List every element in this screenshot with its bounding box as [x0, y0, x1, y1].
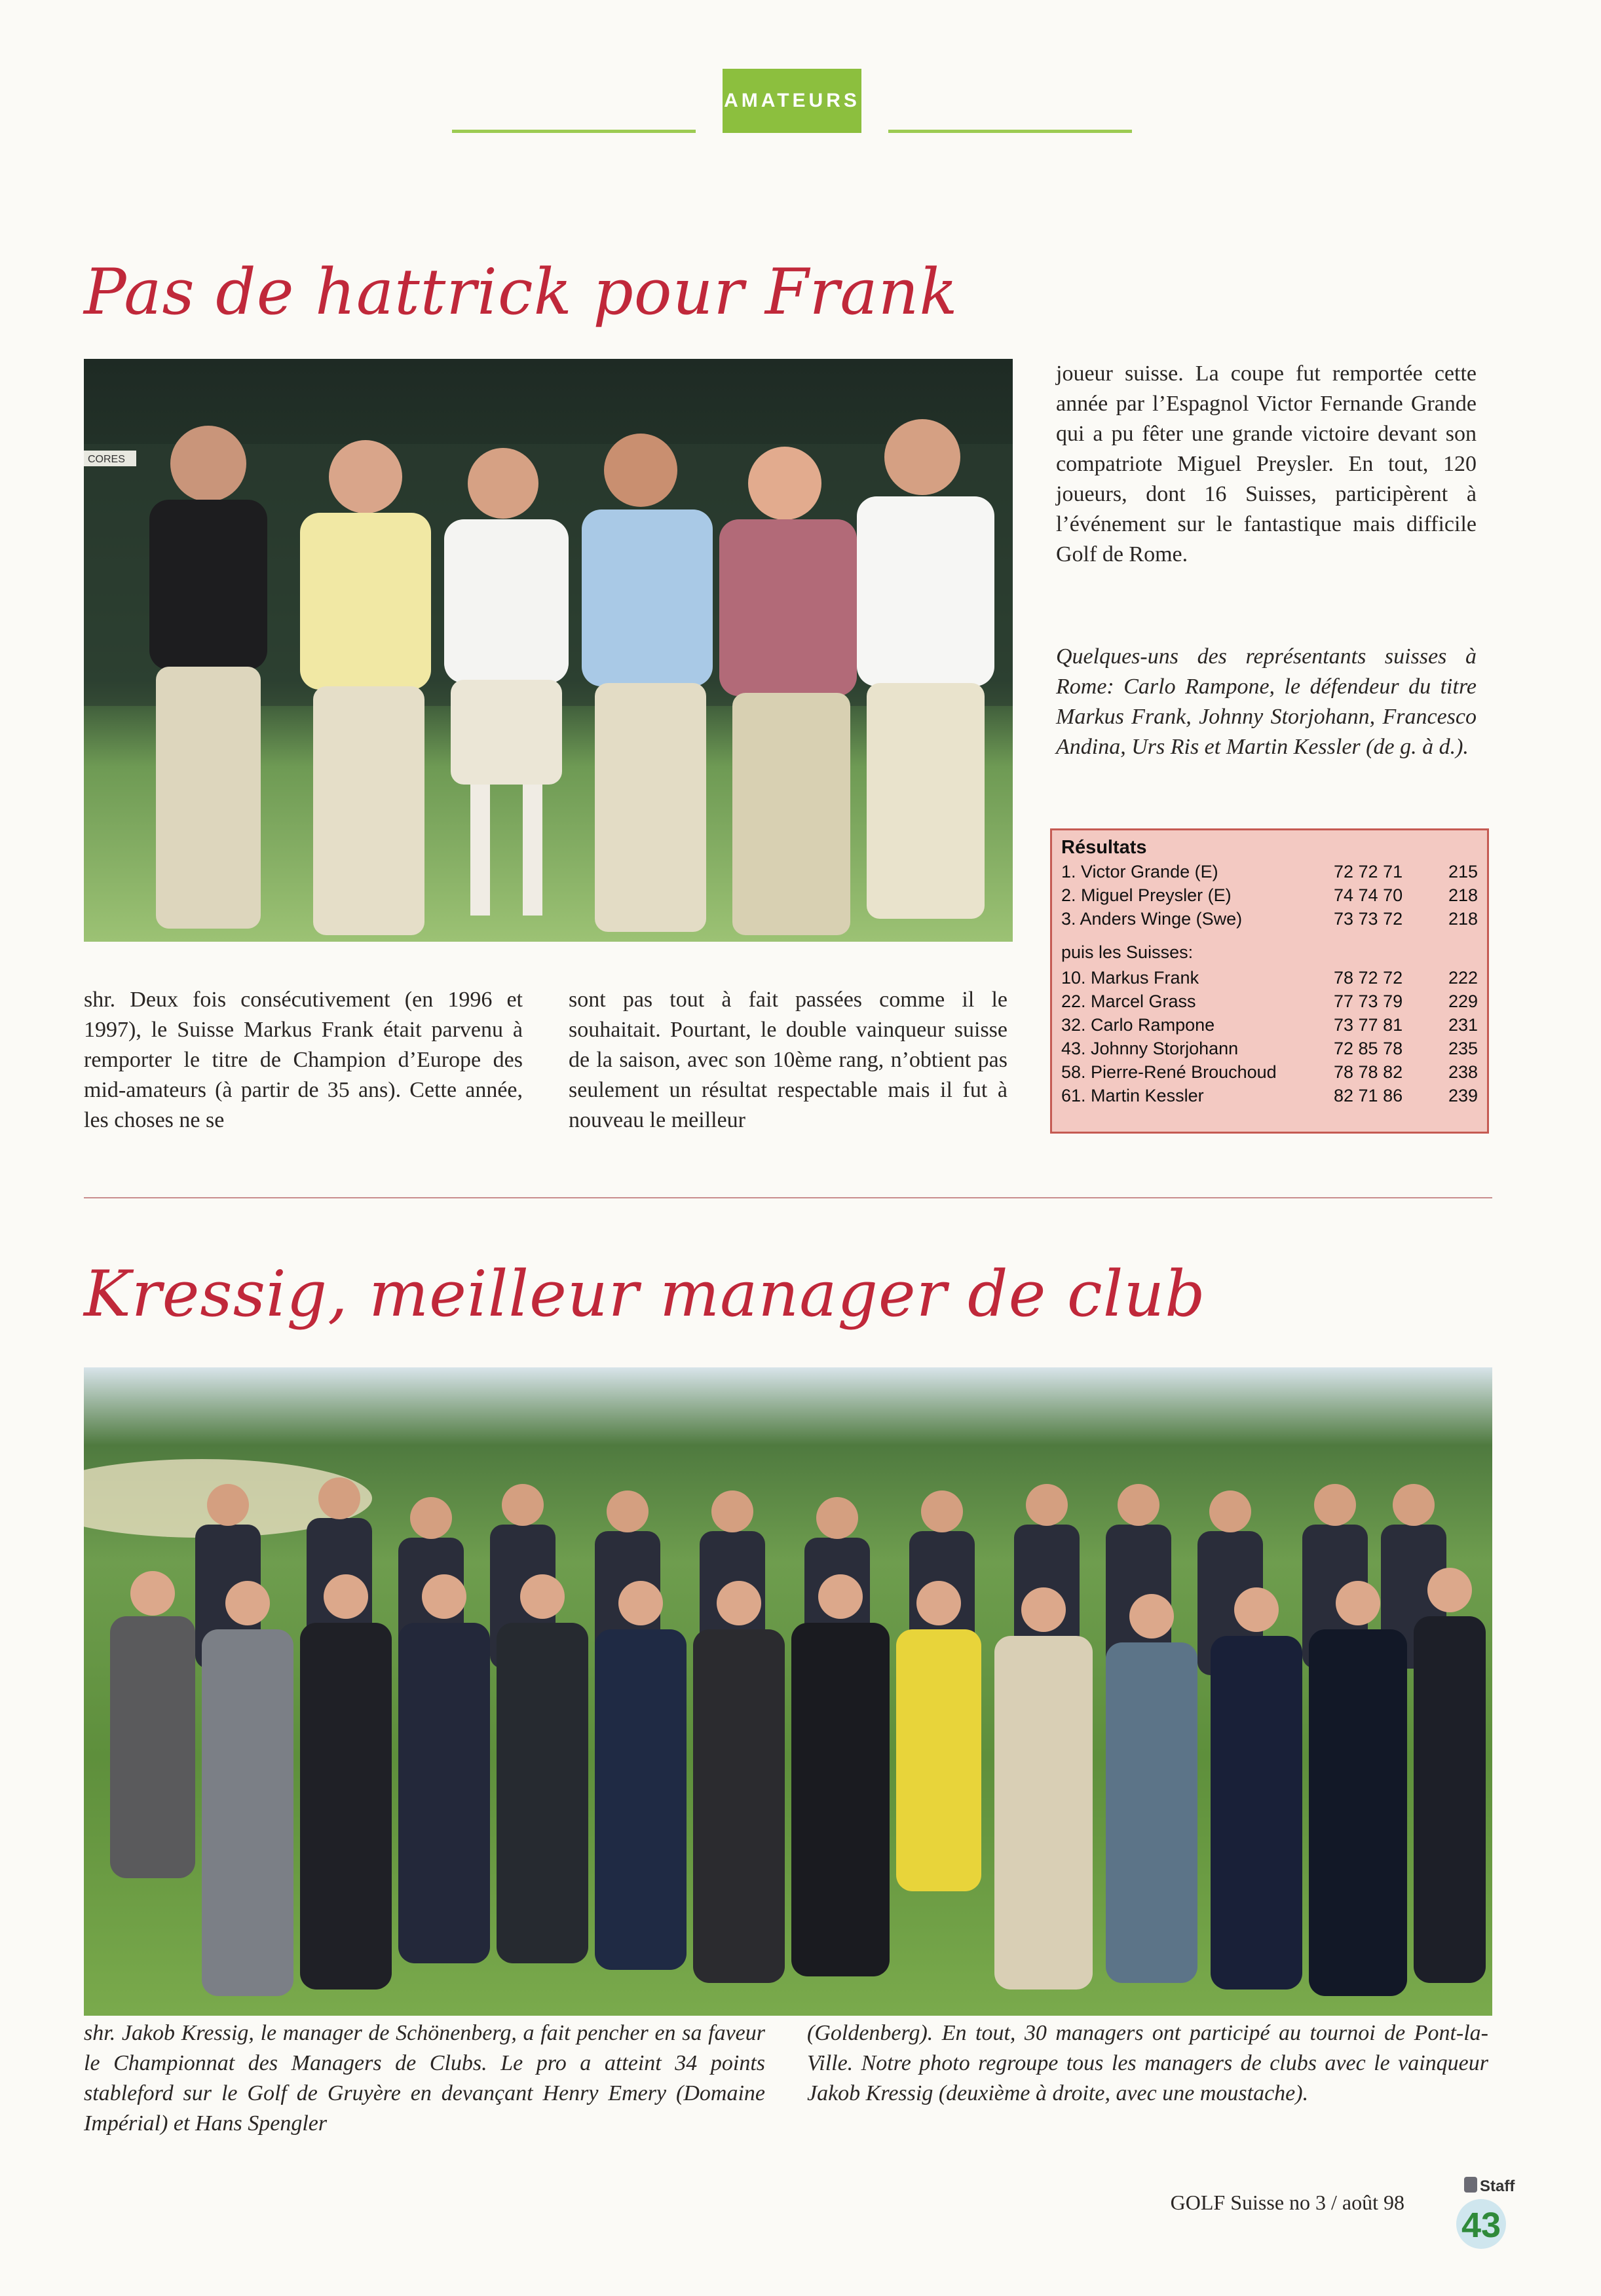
- results-row: 1. Victor Grande (E) 72 72 71 215: [1061, 861, 1478, 881]
- article1-column-1: shr. Deux fois consécutivement (en 1996 et 1997), le Suisse Markus Frank était parvenu à remporter le titre de Champion d’Europe des mid-amateurs (à partir de 35 ans). Cette année, les choses ne se: [84, 988, 523, 1132]
- section-divider: [84, 1197, 1492, 1198]
- results-row: 32. Carlo Rampone 73 77 81 231: [1061, 1014, 1478, 1035]
- staff-logo: [1444, 2173, 1518, 2251]
- results-subheading: puis les Suisses:: [1061, 942, 1194, 962]
- results-row: 61. Martin Kessler 82 71 86 239: [1061, 1085, 1478, 1105]
- results-title: Résultats: [1061, 837, 1147, 858]
- results-row: 3. Anders Winge (Swe) 73 73 72 218: [1061, 908, 1478, 929]
- photo-sign: CORES: [88, 454, 125, 465]
- results-box: [1050, 828, 1489, 1134]
- results-row: 22. Marcel Grass 77 73 79 229: [1061, 991, 1478, 1011]
- results-row: 2. Miguel Preysler (E) 74 74 70 218: [1061, 885, 1478, 905]
- article1-caption: Quelques-uns des représentants suisses à Rome: Carlo Rampone, le défendeur du titre Markus Frank, Johnny Storjohann, Francesco Andina, Urs Ris et Martin Kessler (de g. à d.).: [1056, 644, 1477, 759]
- article2-caption-left: shr. Jakob Kressig, le manager de Schönenberg, a fait pencher en sa faveur le Championnat des Managers de Clubs. Le pro a atteint 34 points stableford sur le Golf de Gruyère en devançant Henry Emery (Domaine Impérial) et Hans Spengler: [84, 2021, 765, 2136]
- section-tag: AMATEURS: [723, 69, 861, 133]
- article1-column-3: joueur suisse. La coupe fut remportée cette année par l’Espagnol Victor Fernande Grande qui a pu fêter une grande victoire devant son compatriote Miguel Preysler. En tout, 120 joueurs, dont 16 Suisses, participèrent à l’événement sur le fantastique mais difficile Golf de Rome.: [1056, 361, 1477, 566]
- article1-photo: [84, 359, 1013, 942]
- page-footer: GOLF Suisse no 3 / août 98: [1170, 2191, 1404, 2214]
- article2-headline: Kressig, meilleur manager de club: [84, 1257, 1206, 1331]
- page-number: 43: [1461, 2206, 1501, 2245]
- header-rule-left: [452, 130, 696, 133]
- article1-headline: Pas de hattrick pour Frank: [84, 255, 958, 329]
- article1-column-2: sont pas tout à fait passées comme il le souhaitait. Pourtant, le double vainqueur suisse de la saison, avec son 10ème rang, n’obtient pas seulement un résultat respectable mais il fut à nouveau le meilleur: [569, 988, 1008, 1132]
- results-row: 43. Johnny Storjohann 72 85 78 235: [1061, 1038, 1478, 1058]
- article2-caption-right: (Goldenberg). En tout, 30 managers ont participé au tournoi de Pont-la-Ville. Notre photo regroupe tous les managers de clubs avec le vainqueur Jakob Kressig (deuxième à droite, avec une moustache).: [807, 2021, 1488, 2105]
- header-rule-right: [888, 130, 1132, 133]
- logo-text: Staff: [1480, 2177, 1515, 2195]
- article2-photo: [84, 1367, 1492, 2016]
- results-row: 58. Pierre-René Brouchoud 78 78 82 238: [1061, 1062, 1478, 1082]
- results-row: 10. Markus Frank 78 72 72 222: [1061, 967, 1478, 988]
